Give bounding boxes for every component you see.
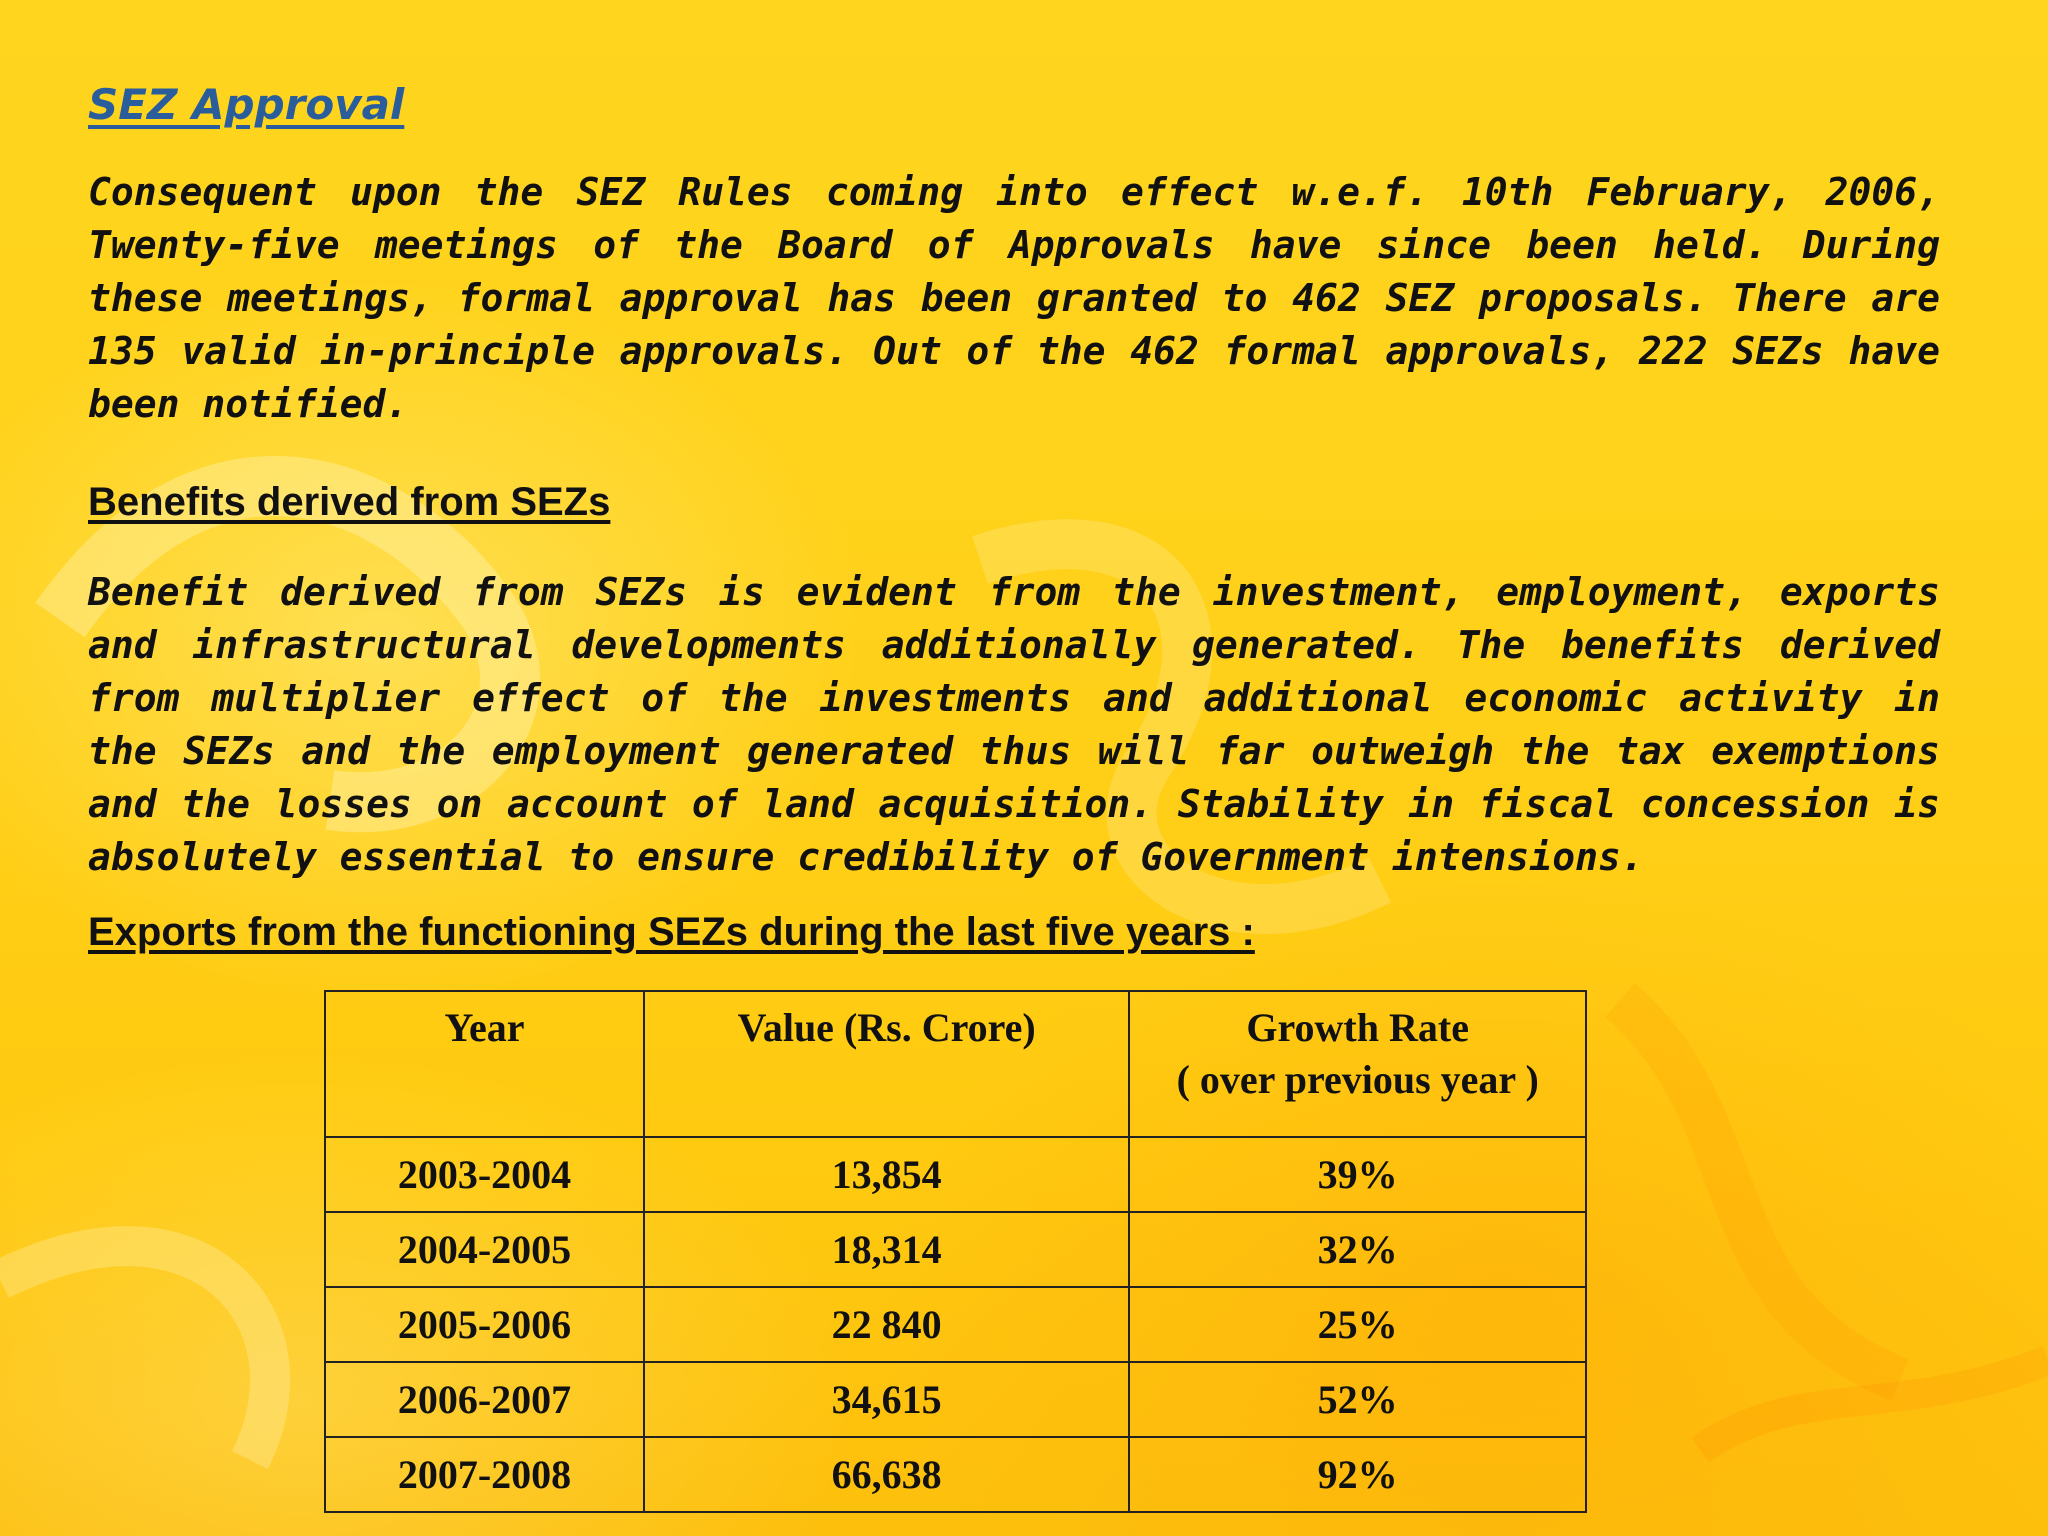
- cell-growth: 39%: [1129, 1137, 1586, 1212]
- table-row: [325, 1137, 1586, 1212]
- header-growth: [1129, 991, 1586, 1137]
- table-row: [325, 1287, 1586, 1362]
- cell-value: 22 840: [644, 1287, 1129, 1362]
- exports-heading: Exports from the functioning SEZs during the last five years :: [88, 910, 1255, 954]
- cell-year: 2005-2006: [325, 1287, 644, 1362]
- cell-year: 2003-2004: [325, 1137, 644, 1212]
- table-header-row: [325, 991, 1586, 1137]
- cell-growth: 92%: [1129, 1437, 1586, 1512]
- cell-year: 2004-2005: [325, 1212, 644, 1287]
- table-row: [325, 1362, 1586, 1437]
- cell-year: 2007-2008: [325, 1437, 644, 1512]
- header-value: Value (Rs. Crore): [644, 991, 1129, 1137]
- cell-growth: 52%: [1129, 1362, 1586, 1437]
- approval-paragraph: Consequent upon the SEZ Rules coming into effect w.e.f. 10th February, 2006, Twenty-five meetings of the Board of Approvals have since been held. During these meetings, formal approval has been granted to 462 SEZ proposals. There are 135 valid in-principle approvals. Out of the 462 formal approvals, 222 SEZs have been notified.: [88, 170, 1940, 426]
- table-row: [325, 1437, 1586, 1512]
- benefits-paragraph: Benefit derived from SEZs is evident from the investment, employment, exports and infrastructural developments additionally generated. The benefits derived from multiplier effect of the investments and additional economic activity in the SEZs and the employment generated thus will far outweigh the tax exemptions and the losses on account of land acquisition. Stability in fiscal concession is absolutely essential to ensure credibility of Government intensions.: [88, 570, 1940, 879]
- table-row: [325, 1212, 1586, 1287]
- header-growth-line2: ( over previous year ): [1176, 1057, 1539, 1102]
- exports-table: [324, 990, 1587, 1513]
- page-title[interactable]: SEZ Approval: [88, 80, 405, 129]
- cell-value: 13,854: [644, 1137, 1129, 1212]
- cell-year: 2006-2007: [325, 1362, 644, 1437]
- benefits-heading: Benefits derived from SEZs: [88, 480, 611, 524]
- header-growth-line1: Growth Rate: [1246, 1005, 1469, 1050]
- cell-value: 66,638: [644, 1437, 1129, 1512]
- cell-growth: 25%: [1129, 1287, 1586, 1362]
- cell-growth: 32%: [1129, 1212, 1586, 1287]
- cell-value: 18,314: [644, 1212, 1129, 1287]
- cell-value: 34,615: [644, 1362, 1129, 1437]
- header-year: Year: [325, 991, 644, 1137]
